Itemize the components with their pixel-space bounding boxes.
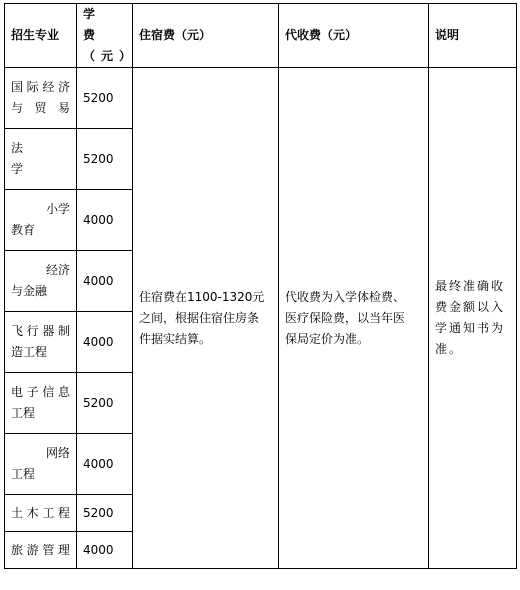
major-line2: 教育 [11,223,36,237]
major-cell [5,129,77,190]
major-line1: 法 [11,141,24,155]
tuition-cell: 4000 [77,434,133,495]
major-line1: 经济 [45,263,70,277]
agency-note-line3: 保局定价为准。 [285,331,370,346]
accommodation-note [133,68,279,569]
major-cell: 土木工程 [5,495,77,532]
major-line2: 学 [11,162,24,176]
header-accommodation: 住宿费（元） [133,4,279,68]
accommodation-note-line2: 之间，根据住宿住房条 [139,310,260,325]
major-line1: 网络 [45,446,70,460]
tuition-cell: 5200 [77,495,133,532]
remarks-note-line1: 最终准确收 [435,279,506,293]
fee-table [4,3,517,569]
remarks-note [429,68,517,569]
accommodation-note-line1: 住宿费在1100-1320元 [139,289,265,304]
agency-note-line2: 医疗保险费，以当年医 [285,310,406,325]
tuition-cell: 4000 [77,190,133,251]
major-line2: 工程 [11,406,36,420]
header-tuition-line1: 学 费 [83,7,102,42]
major-line1: 飞行器制 [11,324,70,338]
agency-note [279,68,429,569]
table-row [5,68,517,129]
major-cell [5,312,77,373]
major-line2: 造工程 [11,345,48,359]
tuition-cell: 5200 [77,68,133,129]
remarks-note-line2: 费金额以入 [435,300,506,314]
major-cell [5,190,77,251]
header-tuition [77,4,138,68]
major-cell [5,434,77,495]
accommodation-note-line3: 件据实结算。 [139,331,212,346]
major-line2: 与金融 [11,284,48,298]
remarks-note-line4: 准。 [435,342,464,356]
major-line2: 工程 [11,467,36,481]
tuition-cell: 4000 [77,312,133,373]
tuition-cell: 5200 [77,129,133,190]
major-cell [5,251,77,312]
major-line1: 小学 [45,202,70,216]
major-line2: 与贸易 [11,101,70,115]
tuition-cell: 5200 [77,373,133,434]
major-cell [5,373,77,434]
header-major: 招生专业 [5,4,77,68]
major-line1: 国际经济 [11,80,70,94]
tuition-cell: 4000 [77,532,133,569]
remarks-note-line3: 学通知书为 [435,321,506,335]
header-remarks: 说明 [429,4,517,68]
header-row [5,4,517,68]
agency-note-line1: 代收费为入学体检费、 [285,289,406,304]
major-cell [5,68,77,129]
header-tuition-line2: （元） [83,49,138,63]
major-line1: 电子信息 [11,385,70,399]
major-cell: 旅游管理 [5,532,77,569]
header-agency: 代收费（元） [279,4,429,68]
tuition-cell: 4000 [77,251,133,312]
